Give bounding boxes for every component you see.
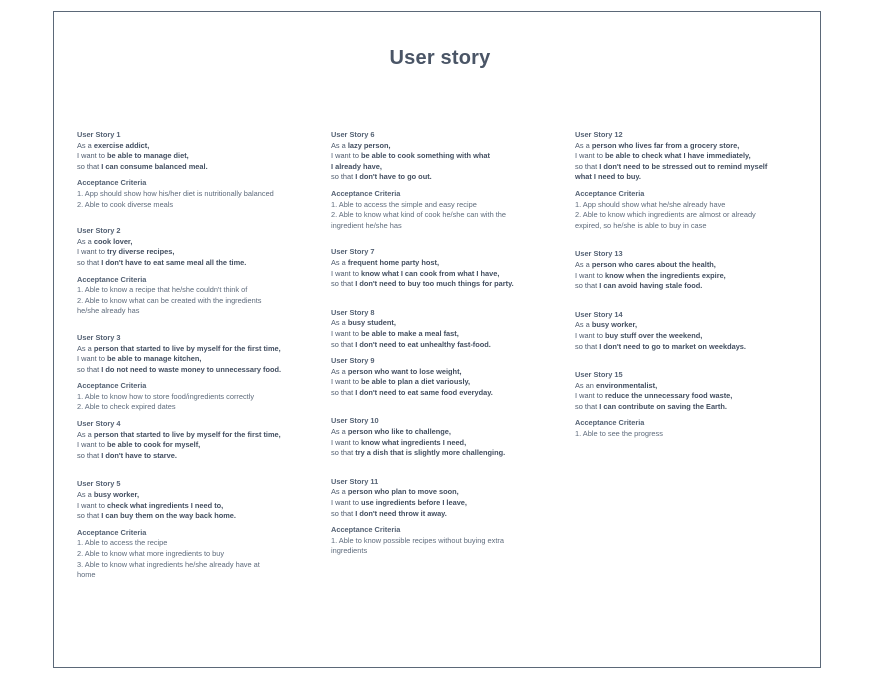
story-line-text: As a [77,236,94,246]
story-line [77,151,322,162]
story-line-text: so that [331,387,356,397]
story-line-text: As a [331,140,348,150]
story-line-text: As a [331,427,348,437]
story-line [77,258,322,269]
story-line [331,509,566,520]
story-line-text: so that [575,341,600,351]
story-line-text: As a [331,487,348,497]
story-line-emphasis: be able to make a meal fast, [361,328,459,338]
story-line [331,377,566,388]
story-line-emphasis: be able to check what I have immediately, [605,151,751,161]
story-line-text: so that [575,401,600,411]
acceptance-criteria-item: 2. Able to cook diverse meals [77,199,174,209]
acceptance-criteria-item: 3. Able to know what ingredients he/she already have at [77,559,260,569]
user-story-block [331,308,566,350]
story-line-emphasis: person who want to lose weight, [347,366,462,376]
user-story-block [77,479,322,580]
story-line-emphasis: I don't need throw it away. [355,508,447,518]
story-column-1 [77,130,322,581]
user-story-block [575,249,820,291]
story-line-emphasis: be able to manage diet, [107,151,189,161]
story-line-text: I want to [331,328,361,338]
story-title: User Story 11 [331,476,379,486]
story-line-emphasis: person who like to challenge, [347,427,451,437]
acceptance-criteria-item: 1. Able to access the recipe [77,538,168,548]
acceptance-criteria-item: 2. Able to know what kind of cook he/she can with the [331,210,507,220]
acceptance-criteria-item: home [77,570,96,580]
user-story-block [331,130,566,231]
story-line-emphasis: I can avoid having stale food. [599,281,703,291]
story-line-text: As a [575,259,592,269]
story-line-emphasis: be able to cook for myself, [107,440,201,450]
story-line [331,340,566,351]
user-story-block [575,130,820,231]
story-title: User Story 2 [77,226,121,236]
acceptance-criteria-item: 1. App should show how his/her diet is nutritionally balanced [77,188,274,198]
story-line [331,318,566,329]
story-line [77,490,322,501]
story-line [575,381,820,392]
story-line-emphasis: know what I can cook from what I have, [361,268,500,278]
story-line [77,440,322,451]
acceptance-criteria-item: expired, so he/she is able to buy in case [575,220,707,230]
acceptance-criteria-item: 2. Able to know what more ingredients to buy [77,549,225,558]
story-line-text: As an [575,380,596,390]
story-line-emphasis: I don't have to eat same meal all the time. [101,257,247,267]
story-line [575,162,820,173]
story-line-text: As a [77,140,94,150]
acceptance-criteria-title: Acceptance Criteria [77,178,147,188]
story-line [575,271,820,282]
story-line-emphasis: person who cares about the health, [591,259,716,269]
story-title: User Story 13 [575,249,623,259]
story-line-emphasis: try diverse recipes, [107,247,175,257]
story-line-text: so that [331,172,356,182]
story-line-emphasis: buy stuff over the weekend, [605,330,703,340]
story-line-emphasis: lazy person, [347,140,391,150]
story-line-emphasis: know when the ingredients expire, [605,270,726,280]
story-line-emphasis: I don't have to go out. [355,172,432,182]
story-line-text: so that [77,450,102,460]
story-line [331,487,566,498]
story-line [331,162,566,173]
story-line-text: I want to [331,498,361,508]
story-line-emphasis: I don't have to starve. [101,450,177,460]
user-story-block [77,130,322,210]
acceptance-criteria-item: 2. Able to know what can be created with the ingredients [77,295,262,305]
story-line [575,342,820,353]
story-line-text: I want to [331,437,361,447]
story-line-text: so that [575,281,600,291]
story-line-emphasis: use ingredients before I leave, [361,498,467,508]
user-story-block [331,356,566,398]
story-title: User Story 1 [77,130,121,139]
story-line [331,367,566,378]
story-line [575,331,820,342]
story-line-text: As a [77,343,94,353]
story-line-emphasis: cook lover, [93,236,133,246]
story-line-text: I want to [575,151,605,161]
story-line [575,391,820,402]
story-line-text: so that [77,257,102,267]
story-line [575,172,820,183]
story-line [77,354,322,365]
acceptance-criteria-item: ingredients [331,546,368,556]
acceptance-criteria-item: ingredient he/she has [331,220,402,230]
story-line-emphasis: try a dish that is slightly more challenging. [355,448,506,458]
acceptance-criteria-title: Acceptance Criteria [331,188,401,198]
story-line [77,344,322,355]
user-story-block [331,416,566,458]
story-line [331,438,566,449]
story-line [575,260,820,271]
story-line-text: I want to [575,391,605,401]
story-column-3 [575,130,820,440]
story-title: User Story 12 [575,130,623,139]
page-title: User story [389,47,491,69]
acceptance-criteria-title: Acceptance Criteria [77,274,147,284]
story-line-emphasis: be able to cook something with what [361,151,490,161]
acceptance-criteria-item: 1. Able to access the simple and easy recipe [331,199,477,209]
story-line [77,141,322,152]
story-line [331,427,566,438]
story-line-emphasis: frequent home party host, [347,257,440,267]
story-line-text: I want to [331,268,361,278]
story-line-text: As a [331,257,348,267]
acceptance-criteria-item: 2. Able to know which ingredients are almost or already [575,210,756,220]
story-line-emphasis: I don't need to go to market on weekdays. [599,341,746,351]
story-line-text: I want to [77,500,107,510]
story-line [77,511,322,522]
story-line-emphasis: person who lives far from a grocery store, [591,140,740,150]
story-line [77,237,322,248]
story-line-text: I want to [77,151,107,161]
story-line-emphasis: check what ingredients I need to, [107,500,224,510]
story-line-text: I want to [77,354,107,364]
acceptance-criteria-item: he/she already has [77,306,140,316]
acceptance-criteria-title: Acceptance Criteria [575,418,645,428]
story-line-emphasis: busy student, [347,318,396,328]
story-line-emphasis: know what ingredients I need, [361,437,467,447]
user-story-block [331,477,566,557]
story-line-emphasis: environmentalist, [595,380,658,390]
story-line [77,430,322,441]
acceptance-criteria-item: 2. Able to check expired dates [77,402,176,412]
story-title: User Story 6 [331,130,375,139]
story-line-emphasis: reduce the unnecessary food waste, [605,391,733,401]
story-title: User Story 3 [77,332,121,342]
story-line-emphasis: I don't need to buy too much things for party. [355,279,514,289]
story-line-emphasis: person that started to live by myself for the first time, [93,429,281,439]
story-line-text: I want to [331,151,361,161]
story-line-text: As a [575,320,592,330]
acceptance-criteria-item: 1. Able to know possible recipes without buying extra [331,535,504,545]
acceptance-criteria-title: Acceptance Criteria [331,525,401,535]
story-line [331,172,566,183]
story-line-text: I want to [575,330,605,340]
story-line-emphasis: I already have, [331,161,382,171]
story-line-text: so that [77,161,102,171]
story-title: User Story 7 [331,247,375,257]
story-line-text: I want to [77,247,107,257]
story-column-2 [331,130,566,557]
acceptance-criteria-item: 1. App should show what he/she already have [575,199,726,209]
story-title: User Story 9 [331,356,375,366]
user-story-block [77,419,322,461]
story-line [77,162,322,173]
story-line-emphasis: busy worker, [591,320,638,330]
story-line [575,281,820,292]
user-story-block [77,333,322,413]
story-line [77,501,322,512]
story-line-text: so that [77,511,102,521]
user-story-block [575,370,820,440]
acceptance-criteria-title: Acceptance Criteria [575,188,645,198]
story-line-text: so that [331,339,356,349]
story-line [331,141,566,152]
story-line [331,448,566,459]
story-line [331,258,566,269]
story-title: User Story 8 [331,307,375,317]
story-line-text: so that [331,508,356,518]
story-line-text: I want to [77,440,107,450]
story-line-emphasis: I don't need to eat unhealthy fast-food. [355,339,491,349]
story-line-emphasis: person that started to live by myself for the first time, [93,343,281,353]
story-title: User Story 15 [575,370,623,380]
story-line-emphasis: exercise addict, [93,140,150,150]
story-line [331,151,566,162]
story-line-emphasis: I can buy them on the way back home. [101,511,236,521]
story-title: User Story 5 [77,479,121,489]
story-line-text: As a [575,140,592,150]
story-title: User Story 10 [331,416,379,426]
story-line [331,329,566,340]
story-line [331,388,566,399]
story-line [575,320,820,331]
story-line-text: so that [77,364,102,374]
story-line-emphasis: I can consume balanced meal. [101,161,208,171]
story-line [331,498,566,509]
story-line [575,151,820,162]
story-line-emphasis: what I need to buy. [575,172,641,182]
story-line-text: As a [77,490,94,500]
acceptance-criteria-item: 1. Able to know a recipe that he/she couldn't think of [77,285,248,295]
acceptance-criteria-item: 1. Able to know how to store food/ingredients correctly [77,391,255,401]
user-story-block [77,226,322,317]
user-story-block [331,247,566,289]
story-line-text: I want to [331,377,361,387]
story-line-text: As a [331,366,348,376]
story-line-text: so that [575,161,600,171]
acceptance-criteria-item: 1. Able to see the progress [575,429,663,439]
story-line [77,365,322,376]
story-line-text: I want to [575,270,605,280]
story-line [575,141,820,152]
story-title: User Story 14 [575,309,623,319]
story-line [77,451,322,462]
story-line-emphasis: be able to manage kitchen, [107,354,202,364]
story-line-emphasis: I can contribute on saving the Earth. [599,401,727,411]
story-line-emphasis: busy worker, [93,490,140,500]
story-line-emphasis: I don't need to be stressed out to remind myself [599,161,768,171]
story-line-text: so that [331,279,356,289]
story-line-emphasis: I do not need to waste money to unnecessary food. [101,364,282,374]
story-line-text: As a [77,429,94,439]
story-line-text: so that [331,448,356,458]
story-title: User Story 4 [77,419,121,429]
story-line-text: As a [331,318,348,328]
acceptance-criteria-title: Acceptance Criteria [77,527,147,537]
story-line-emphasis: be able to plan a diet variously, [361,377,471,387]
story-line-emphasis: I don't need to eat same food everyday. [355,387,493,397]
story-line [331,279,566,290]
story-line [77,247,322,258]
story-line [575,402,820,413]
acceptance-criteria-title: Acceptance Criteria [77,381,147,391]
story-line [331,269,566,280]
story-line-emphasis: person who plan to move soon, [347,487,459,497]
user-story-block [575,310,820,352]
